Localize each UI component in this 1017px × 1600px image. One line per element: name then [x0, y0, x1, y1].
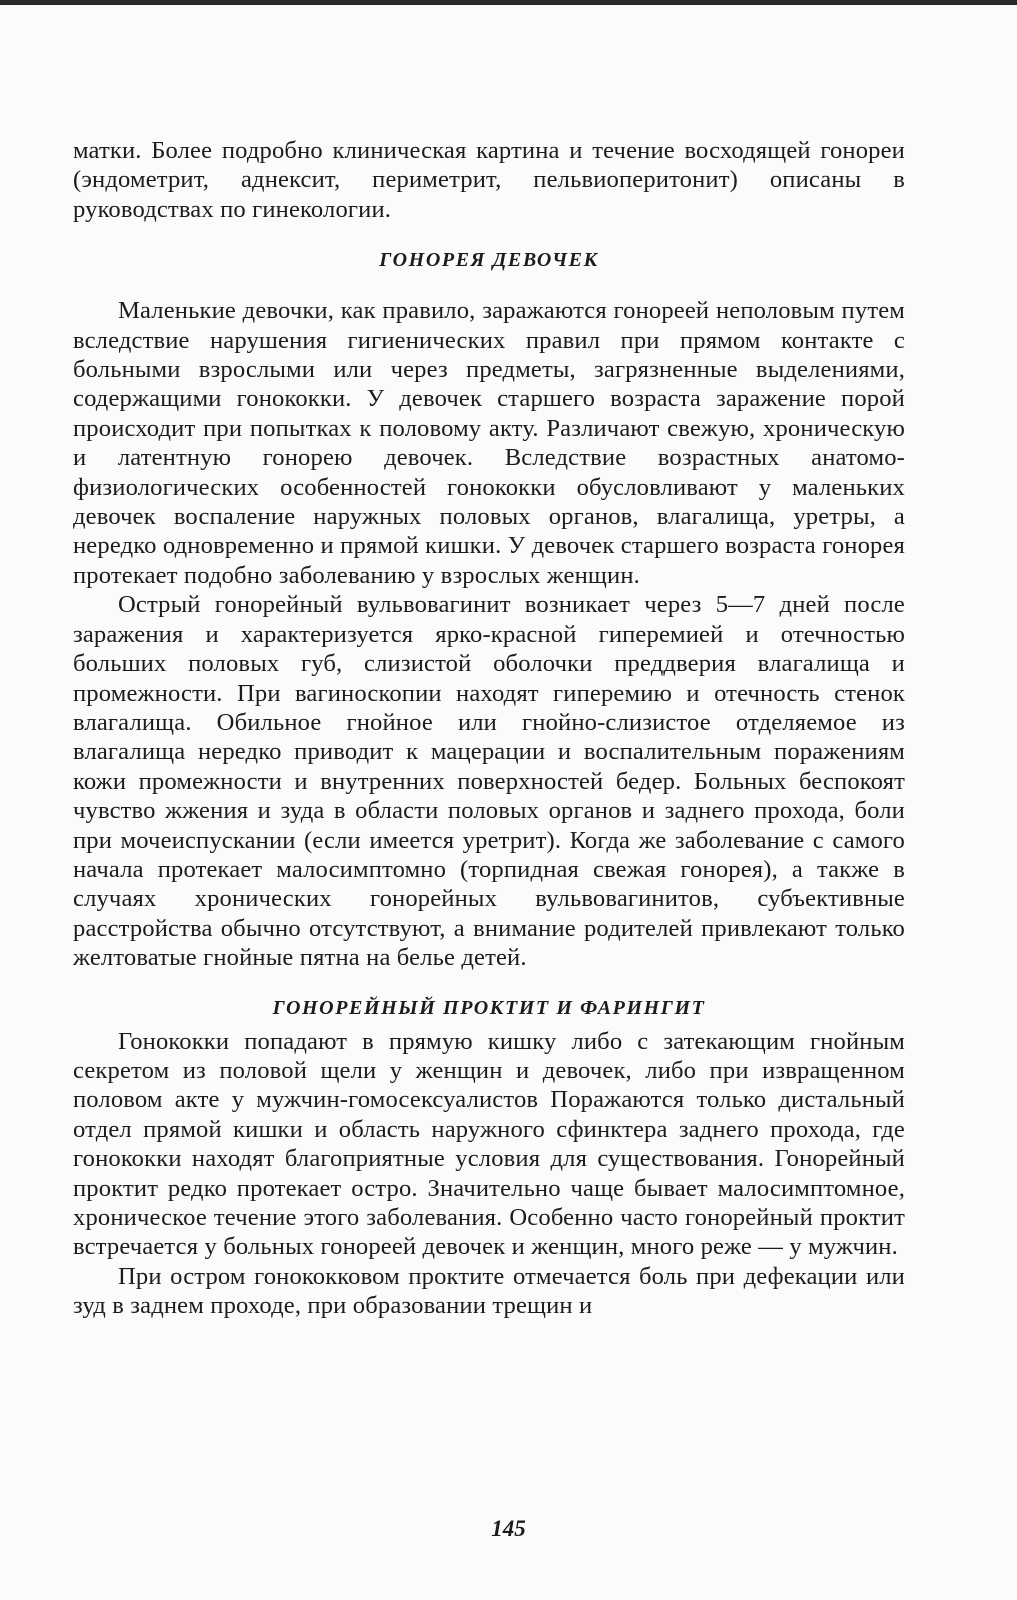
page-number: 145 [491, 1516, 526, 1541]
section-heading-girls: ГОНОРЕЯ ДЕВОЧЕК [379, 249, 599, 272]
proctitis-paragraph-2: При остром гонококковом проктите отмечается боль при дефекации или зуд в заднем проходе, при образовании трещин и [73, 1262, 905, 1320]
page-body [73, 136, 905, 1321]
girls-paragraph-1: Маленькие девочки, как правило, заражаются гонореей неполовым путем вследствие нарушения гигиенических правил при прямом контакте с больными взрослыми или через предметы, загрязненные выделениями, содержащими гонококки. У девочек старшего возраста заражение порой происходит при попытках к половому акту. Различают свежую, хроническую и латентную гонорею девочек. Вследствие возрастных анатомо-физиологических особенностей гонококки обусловливают у маленьких девочек воспаление наружных половых органов, влагалища, уретры, а нередко одновременно и прямой кишки. У девочек старшего возраста гонорея протекает подобно заболеванию у взрослых женщин. [73, 297, 905, 589]
intro-paragraph: матки. Более подробно клиническая картина и течение восходящей гонореи (эндометрит, аднексит, периметрит, пельвиоперитонит) описаны в руководствах по гинекологии. [73, 137, 905, 223]
proctitis-paragraph-1: Гонококки попадают в прямую кишку либо с затекающим гнойным секретом из половой щели у женщин и девочек, либо при извращенном половом акте у мужчин-гомосексуалистов Поражаются только дистальный отдел прямой кишки и область наружного сфинктера заднего прохода, где гонококки находят благоприятные условия для существования. Гонорейный проктит редко протекает остро. Значительно чаще бывает малосимптомное, хроническое течение этого заболевания. Особенно часто гонорейный проктит встречается у больных гонореей девочек и женщин, много реже — у мужчин. [73, 1027, 905, 1261]
top-border-line [0, 0, 1017, 5]
section-heading-proctitis: ГОНОРЕЙНЫЙ ПРОКТИТ И ФАРИНГИТ [272, 996, 706, 1019]
girls-paragraph-2: Острый гонорейный вульвовагинит возникает через 5—7 дней после заражения и характеризуется ярко-красной гиперемией и отечностью больших половых губ, слизистой оболочки преддверия влагалища и промежности. При вагиноскопии находят гиперемию и отечность стенок влагалища. Обильное гнойное или гнойно-слизистое отделяемое из влагалища нередко приводит к мацерации и воспалительным поражениям кожи промежности и внутренних поверхностей бедер. Больных беспокоят чувство жжения и зуда в области половых органов и заднего прохода, боли при мочеиспускании (если имеется уретрит). Когда же заболевание с самого начала протекает малосимптомно (торпидная свежая гонорея), а также в случаях хронических гонорейных вульвовагинитов, субъективные расстройства обычно отсутствуют, а внимание родителей привлекают только желтоватые гнойные пятна на белье детей. [73, 591, 905, 972]
